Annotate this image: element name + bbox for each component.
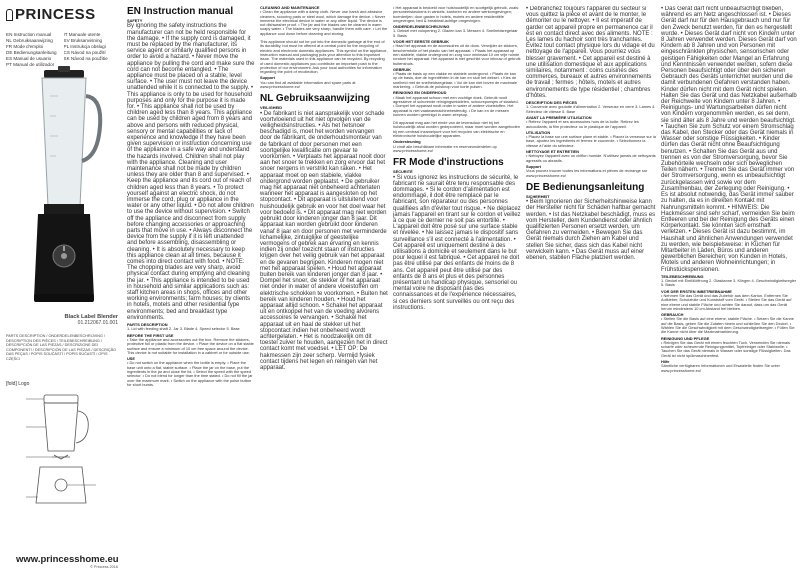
cover-column bbox=[6, 6, 119, 571]
column-german bbox=[661, 6, 797, 571]
language-item: DE Bedienungsanleitung bbox=[6, 50, 57, 55]
cleaning-title: REINIGUNG UND PFLEGE bbox=[661, 335, 710, 341]
language-item: SV Bruksanvisning bbox=[63, 38, 103, 43]
support-title: Support bbox=[526, 163, 541, 169]
safety-text: • Beim Ignorieren der Sicherheitshinweise kann der Hersteller nicht für Schäden haftbar gemacht werden. • Ist das Netzkabel beschädigt, muss es vom Hersteller, dem Kundendienst oder ähnlich qualifizierten Personen ersetzt werden, um Gefahren zu vermeiden. • Bewegen Sie das Gerät niemals durch Ziehen am Kabel und stellen Sie sicher, dass sich das Kabel nicht verwickeln kann. • Das Gerät muss auf einer ebenen, stabilen Fläche platziert werden. bbox=[526, 199, 656, 261]
section-heading-en: EN Instruction manual bbox=[127, 6, 234, 17]
parts-list: 1. Couvercle avec goulotte d'alimentation 2. Verseuse en verre 3. Lames 4. Sélecteur de vitesse 5. Base bbox=[526, 104, 656, 114]
language-item: SK Návod na použitie bbox=[63, 56, 108, 61]
support-text: U vindt alle beschikbare informatie en reserveonderdelen op www.princesshome.eu! bbox=[393, 143, 497, 153]
environment-text: Dit apparaat mag aan het einde van de levensduur niet bij het huishoudelijk afval worden gedeponeerd, maar moet worden aangeboden bij een centraal inzamelpunt voor het recyclen van elektrische en elektronische huishoudelijke apparaten. bbox=[393, 120, 520, 139]
cleaning-text: • Reinigen Sie das Gerät mit einem feuchten Tuch. Verwenden Sie niemals scharfe oder scheuernde Reinigungsmittel, Topfreiniger oder Stahlwolle. • Tauchen Sie das Gerät niemals in Wasser oder sonstige Flüssigkeiten. Das Gerät ist nicht spülmaschinenfest. bbox=[661, 339, 791, 358]
parts-title: TEILEBESCHREIBUNG bbox=[661, 273, 704, 279]
support-text: You can find all available information and spare parts at www.princesshome.eu! bbox=[260, 79, 356, 90]
parts-caption: PARTS DESCRIPTION / ONDERDELENBESCHRIJVING / DESCRIPTION DES PIÈCES / TEILEBESCHREIBUNG / DESCRIPCIÓN DE LAS PIEZAS / DESCRIZIONE DEI COMPONENTI / DESCRIPCIÓN DE LAS PIEZAS / DESCRIÇÃO DAS PEÇAS / POPIS SOUČÁSTÍ / POPIS SÚČASTÍ / OPIS CZĘŚCI bbox=[6, 334, 117, 361]
product-model: 01.212067.01.001 bbox=[77, 320, 118, 326]
safety-title: VEILIGHEID bbox=[260, 105, 283, 111]
product-label bbox=[6, 314, 118, 326]
use-title: USE bbox=[127, 356, 135, 362]
safety-text: • Si vous ignorez les instructions de sécurité, le fabricant ne saurait être tenu responsable des dommages. • Si le cordon d'alimentation est endommagé, il doit être remplacé par le fabricant, son réparateur ou des personnes qualifiées afin d'éviter tout risque. • Ne déplacez jamais l'appareil en tirant sur le cordon et veillez à ce que ce dernier ne soit pas entortillé. • L'appareil doit être posé sur une surface stable et nivelée. • Ne laissez jamais le dispositif sans surveillance s'il est connecté à l'alimentation. • Cet appareil est uniquement destiné à des utilisations à domicile et seulement dans le but pour lequel il est fabriqué. • Cet appareil ne doit pas être utilisé par des enfants de moins de 8 ans. Cet appareil peut être utilisé par des enfants de 8 ans et plus et des personnes présentant un handicap physique, sensoriel ou mental voire ne disposant pas des connaissances et de l'expérience nécessaires, si ces derniers sont surveillés ou ont reçu des instructions. bbox=[393, 174, 521, 311]
safety-title: SICHERHEIT bbox=[526, 193, 550, 199]
parts-title: DESCRIPTION DES PIÈCES bbox=[526, 100, 578, 106]
environment-text: This appliance should not be put into the domestic garbage at the end of its durability, but must be offered at a central point for the recycling of electric and electronic domestic appliances. This symbol on the appliance, instruction manual and packaging puts your attention to this important issue. The materials used in this appliance can be recycled. By recycling of used domestic appliances you contribute an important push to the protection of our environment. Ask your local authorities for information regarding the point of recollection. bbox=[260, 39, 388, 75]
parts-title: PARTS DESCRIPTION bbox=[127, 322, 168, 328]
use-text: • Do not switch on the appliance when the bottle is empty. • Place the base unit onto a flat, stable surface. • Place the jar on the base, put the ingredients in the jar and close the lid. • Select the speed with the speed selector. • Do not blend for longer than the time stated. • Do not fill the jar over the maximum mark. • Switch on the appliance with the pulse button for short bursts. bbox=[127, 360, 253, 387]
safety-text: By ignoring the safety instructions the manufacturer can not be held responsible for the damage. • If the supply cord is damaged, it must be replaced by the manufacturer, its service agent or similarly qualified persons in order to avoid a hazard. • Never move the appliance by pulling the cord and make sure the cord can not become entangled. • The appliance must be placed on a stable, level surface. • The user must not leave the device unattended while it is connected to the supply. • This appliance is only to be used for household purposes and only for the purpose it is made for. • This appliance shall not be used by children aged less than 8 years. This appliance can be used by children aged from 8 years and above and persons with reduced physical, sensory or mental capabilities or lack of experience and knowledge if they have been given supervision or instruction concerning use of the appliance in a safe way and understand the hazards involved. Children shall not play with the appliance. Cleaning and user maintenance shall not be made by children unless they are older than 8 and supervised. • Keep the appliance and its cord out of reach of children aged less than 8 years. • To protect yourself against an electric shock, do not immerse the cord, plug or appliance in the water or any other liquid. • Do not allow children to use the device without supervision. • Switch off the appliance and disconnect from supply before changing accessories or approaching parts that move in use. • Always disconnect the device from the supply if it is left unattended and before assembling, disassembling or cleaning. • It is absolutely necessary to keep this appliance clean at all times, because it comes into direct contact with food. • NOTE: The chopping blades are very sharp, avoid physical contact during emptying and cleaning the jar. • This appliance is intended to be used in household and similar applications such as: staff kitchen areas in shops, offices and other working environments; farm houses; by clients in hotels, motels and other residential type environments; bed and breakfast type environments. bbox=[127, 23, 255, 321]
first-use-text: • Nehmen Sie das Gerät und das Zubehör aus dem Karton. Entfernen Sie Aufkleber, Schutzfolie und Kunststoff vom Gerät. • Stellen Sie das Gerät auf eine ebene und stabile Fläche und achten Sie darauf, dass um das Gerät herum mindestens 10 cm Abstand frei bleiben. bbox=[661, 292, 792, 311]
blender-product-image bbox=[14, 66, 114, 306]
support-text: Sämtliche verfügbaren Informationen und Ersatzteile finden Sie unter www.princesshome.eu! bbox=[661, 363, 780, 373]
cleaning-title: CLEANING AND MAINTENANCE bbox=[260, 6, 320, 10]
support-title: Support bbox=[260, 75, 275, 81]
use-text: • Placez la base sur une surface plane et stable. • Placez la verseuse sur la base, ajoutez les ingrédients et fermez le couvercle. • Sélectionnez la vitesse à l'aide du sélecteur. bbox=[526, 134, 656, 148]
language-item: FR Mode d'emploi bbox=[6, 44, 44, 49]
use-title: UTILISATION bbox=[526, 129, 551, 135]
use-title: GEBRUIK bbox=[393, 66, 411, 72]
column-french-german bbox=[526, 6, 656, 571]
first-use-text: • Retirez l'appareil et ses accessoires hors de la boîte. Retirez les autocollants, la film protecteur ou le plastique de l'appareil. bbox=[526, 119, 639, 129]
before-text: • Haal het apparaat en de accessoires uit de doos. Verwijder de stickers, beschermfolie of het plastic van het apparaat. • Plaats het apparaat op een stabiele, vlakke ondergrond en zorg voor minimaal 10 cm vrije ruimte rondom het apparaat. Het apparaat is niet geschikt voor inbouw of gebruik buitenshuis. bbox=[393, 43, 521, 66]
parts-list: 1. Deckel mit Einfüllöffnung 2. Glaskanne 3. Klingen 4. Geschwindigkeitsregler 5. Basis bbox=[661, 278, 797, 288]
column-dutch-french bbox=[393, 6, 521, 571]
dutch-continued: • Het apparaat is bedoeld voor huishoudelijk en soortgelijk gebruik, zoals: personeelskeukens in winkels, kantoren en andere werkomgevingen; boerderijen; door gasten in hotels, motels en andere residentiële omgevingen; bed & breakfast-achtige omgevingen. bbox=[393, 6, 520, 23]
parts-title: ONDERDELENBESCHRIJVING bbox=[393, 24, 450, 30]
french-continued: • Débranchez toujours l'appareil du secteur si vous quittez la pièce et avant de le monter, le démonter ou le nettoyer. • Il est impératif de garder cet appareil propre en permanence car il est en contact direct avec des aliments. NOTE : Les lames du hachoir sont très tranchantes. Évitez tout contact physique lors du vidage et du nettoyage de l'appareil. Vous pourriez vous blesser gravement. • Cet appareil est destiné à une utilisation domestique et aux applications similaires, notamment : coins cuisines des commerces, bureaux et autres environnements de travail ; fermes ; hôtels, motels et autres environnements de type résidentiel ; chambres d'hôtes. bbox=[526, 6, 655, 99]
first-use-title: VOR DER ERSTEN INBETRIEBNAHME bbox=[661, 288, 732, 294]
parts-label: [fold] Logo bbox=[6, 381, 30, 387]
parts-list: 1. Deksel met vulopening 2. Glazen kan 3. Messen 4. Snelheidsregelaar 5. Basis bbox=[393, 28, 518, 38]
language-item: NL Gebruiksaanwijzing bbox=[6, 38, 53, 43]
before-text: • Take the appliance and accessories out the box. Remove the stickers, protective foil or plastic from the device. • Place the device on a flat stable surface and ensure a minimum of 10 cm free space around the device. This device is not suitable for installation in a cabinet or for outside use. bbox=[127, 336, 254, 355]
product-name: Black Label Blender bbox=[64, 314, 118, 320]
column-english-dutch bbox=[260, 6, 388, 571]
language-item: ES Manual de usuario bbox=[6, 56, 52, 61]
german-continued: • Das Gerät darf nicht unbeaufsichtigt bleiben, während es am Netz angeschlossen ist. • Dieses Gerät darf nur für den Hausgebrauch und nur für den Zweck benutzt werden, für den es hergestellt wurde. • Dieses Gerät darf nicht von Kindern unter 8 Jahren verwendet werden. Dieses Gerät darf von Kindern ab 8 Jahren und von Personen mit eingeschränkten physischen, sensorischen oder geistigen Fähigkeiten oder Mangel an Erfahrung und Kenntnissen verwendet werden, sofern diese Personen beaufsichtigt oder über den sicheren Gebrauch des Geräts unterrichtet wurden und die damit verbundenen Gefahren verstanden haben. Kinder dürfen nicht mit dem Gerät nicht spielen. Halten Sie das Gerät und das Netzkabel außerhalb der Reichweite von Kindern unter 8 Jahren. • Reinigungs- und Wartungsarbeiten dürfen nicht von Kindern vorgenommen werden, es sei denn, sie sind älter als 8 Jahre und werden beaufsichtigt. • Tauchen Sie zum Schutz vor einem Stromschlag das Kabel, den Stecker oder das Gerät niemals in Wasser oder sonstige Flüssigkeiten. • Kinder dürfen das Gerät nicht ohne Beaufsichtigung benutzen. • Schalten Sie das Gerät aus und trennen es von der Stromversorgung, bevor Sie Zubehörteile wechseln oder sich beweglichen Teilen nähern. • Trennen Sie das Gerät immer von der Stromversorgung, wenn es unbeaufsichtigt zurückgelassen wird sowie vor dem Zusammenbau, der Zerlegung oder Reinigung. • Es ist absolut notwendig, das Gerät immer sauber zu halten, da es in direkten Kontakt mit Nahrungsmitteln kommt. • HINWEIS: Die Hackmesser sind sehr scharf, vermeiden Sie beim Entleeren und bei der Reinigung des Geräts einen Körperkontakt. Sie könnten sich ernsthaft verletzen. • Dieses Gerät ist dazu bestimmt, im Haushalt und ähnlichen Anwendungen verwendet zu werden, wie beispielsweise: in Küchen für Mitarbeiter in Läden, Büros und anderen gewerblichen Bereichen; von Kunden in Hotels, Motels und anderen Wohneinrichtungen; in Frühstückspensionen. bbox=[661, 6, 797, 273]
support-title: Ondersteuning bbox=[393, 139, 421, 145]
cleaning-title: REINIGING EN ONDERHOUD bbox=[393, 90, 447, 96]
safety-title: SÉCURITÉ bbox=[393, 169, 413, 175]
safety-text: • De fabrikant is niet aansprakelijk voor schade voortvloeiend uit het niet opvolgen van de veiligheidsinstructies. • Als het netsnoer beschadigd is, moet het worden vervangen door de fabrikant, de onderhoudsmonteur van de fabrikant of door personen met een soortgelijke kwalificatie om gevaar te voorkomen. • Verplaats het apparaat nooit door aan het snoer te trekken en zorg ervoor dat het snoer nergens in verstrikt kan raken. • Het apparaat moet op een stabiele, vlakke ondergrond worden geplaatst. • De gebruiker mag het apparaat niet onbeheerd achterlaten wanneer het apparaat is aangesloten op het stopcontact. • Dit apparaat is uitsluitend voor huishoudelijk gebruik en voor het doel waar het voor bedoeld is. • Dit apparaat mag niet worden gebruikt door kinderen jonger dan 8 jaar. Dit apparaat kan worden gebruikt door kinderen vanaf 8 jaar en door personen met verminderde lichamelijke, zintuiglijke of geestelijke vermogens of gebrek aan ervaring en kennis indien zij onder toezicht staan of instructies krijgen over het veilig gebruik van het apparaat en de gevaren begrijpen. Kinderen mogen niet met het apparaat spelen. • Houd het apparaat buiten bereik van kinderen jonger dan 8 jaar. • Dompel het snoer, de stekker of het apparaat niet onder in water of andere vloeistoffen om elektrische schokken te voorkomen. • Buiten het bereik van kinderen houden. • Houd het apparaat altijd schoon. • Schakel het apparaat uit en ontkoppel het van de voeding alvorens accessoires te vervangen. • Schakel het apparaat uit en haal de stekker uit het stopcontact indien het onbeheerd wordt achtergelaten. • Het is noodzakelijk om dit toestel zuiver te houden, aangezien het in direct contact komt met voedsel. • LET OP: De hakmessen zijn zeer scherp. Vermijd fysiek contact tijdens het legen en reinigen van het apparaat. bbox=[260, 110, 388, 371]
section-heading-nl: NL Gebruiksaanwijzing bbox=[260, 93, 370, 105]
first-use-title: AVANT LA PREMIÈRE UTILISATION bbox=[526, 114, 592, 120]
language-item: PL Instrukcja obsługi bbox=[63, 44, 106, 49]
use-title: GEBRAUCH bbox=[661, 312, 684, 318]
language-item: IT Manuale utente bbox=[63, 32, 101, 37]
website-url: www.princesshome.eu bbox=[16, 554, 119, 565]
brand-name: PRINCESS bbox=[15, 6, 96, 23]
copyright: © Princess 2016 bbox=[90, 565, 118, 569]
support-text: Vous pouvez trouver toutes les informations et pièces de rechange sur www.princesshome.eu! bbox=[526, 168, 648, 178]
language-item: CS Návod na použití bbox=[63, 50, 106, 55]
column-english bbox=[127, 6, 255, 571]
section-heading-fr: FR Mode d'instructions bbox=[393, 157, 504, 169]
safety-title: SAFETY bbox=[127, 18, 143, 23]
language-item: EN Instruction manual bbox=[6, 32, 52, 37]
use-text: • Stellen Sie die Basis auf eine ebene, stabile Fläche. • Setzen Sie die Kanne auf die Basis, geben Sie die Zutaten hinein und schließen Sie den Deckel. • Wählen Sie die Geschwindigkeit mit dem Geschwindigkeitsregler. • Füllen Sie die Kanne nicht über die Maximalmarkierung. bbox=[661, 316, 795, 335]
maintenance-title: NETTOYAGE ET ENTRETIEN bbox=[526, 149, 579, 155]
language-item: PT Manual de utilizador bbox=[6, 62, 55, 67]
crown-icon bbox=[6, 9, 13, 21]
before-title: BEFORE THE FIRST USE bbox=[127, 332, 174, 338]
cleaning-text: • Clean the appliance with a damp cloth. Never use harsh and abrasive cleaners, scouring pads or steel wool, which damage the device. • Never immerse the electrical device in water or any other liquid. The device is not dishwasher proof. • The jar and the blades can be cleaned in warm soapy water. • The blades are very sharp, handle them with care. • Let the appliance cool down before cleaning and storing. bbox=[260, 9, 388, 36]
section-heading-de: DE Bedienungsanleitung bbox=[526, 181, 645, 193]
maintenance-text: • Nettoyez l'appareil avec un chiffon humide. N'utilisez jamais de nettoyants agressifs ou abrasifs. bbox=[526, 153, 656, 163]
parts-list: 1. Lid with feeding shaft 2. Jar 3. Blade 4. Speed selector 5. Base bbox=[127, 326, 240, 332]
use-text: • Plaats de basis op een vlakke en stabiele ondergrond. • Plaats de kan op de basis, doe de ingrediënten in de kan en sluit het deksel. • Kies de snelheid met de snelheidsregelaar. • Vul de kan niet boven de maximale markering. • Gebruik de pulsknop voor korte pulsen. bbox=[393, 71, 518, 90]
language-list bbox=[6, 32, 119, 67]
support-title: Hilfe bbox=[661, 359, 670, 365]
parts-diagram bbox=[8, 391, 118, 511]
brand-logo bbox=[6, 6, 119, 23]
before-title: VOOR HET EERSTE GEBRUIK bbox=[393, 39, 449, 45]
cleaning-text: • Maak het apparaat schoon met een vochtige doek. Gebruik nooit agressieve of schurende reinigingsmiddelen, schuursponsjes of staalwol. • Dompel het apparaat nooit onder in water of andere vloeistoffen. Het apparaat is niet vaatwasmachinebestendig. • De kan en de messen kunnen worden gereinigd in warm zeepsop. bbox=[393, 94, 519, 117]
